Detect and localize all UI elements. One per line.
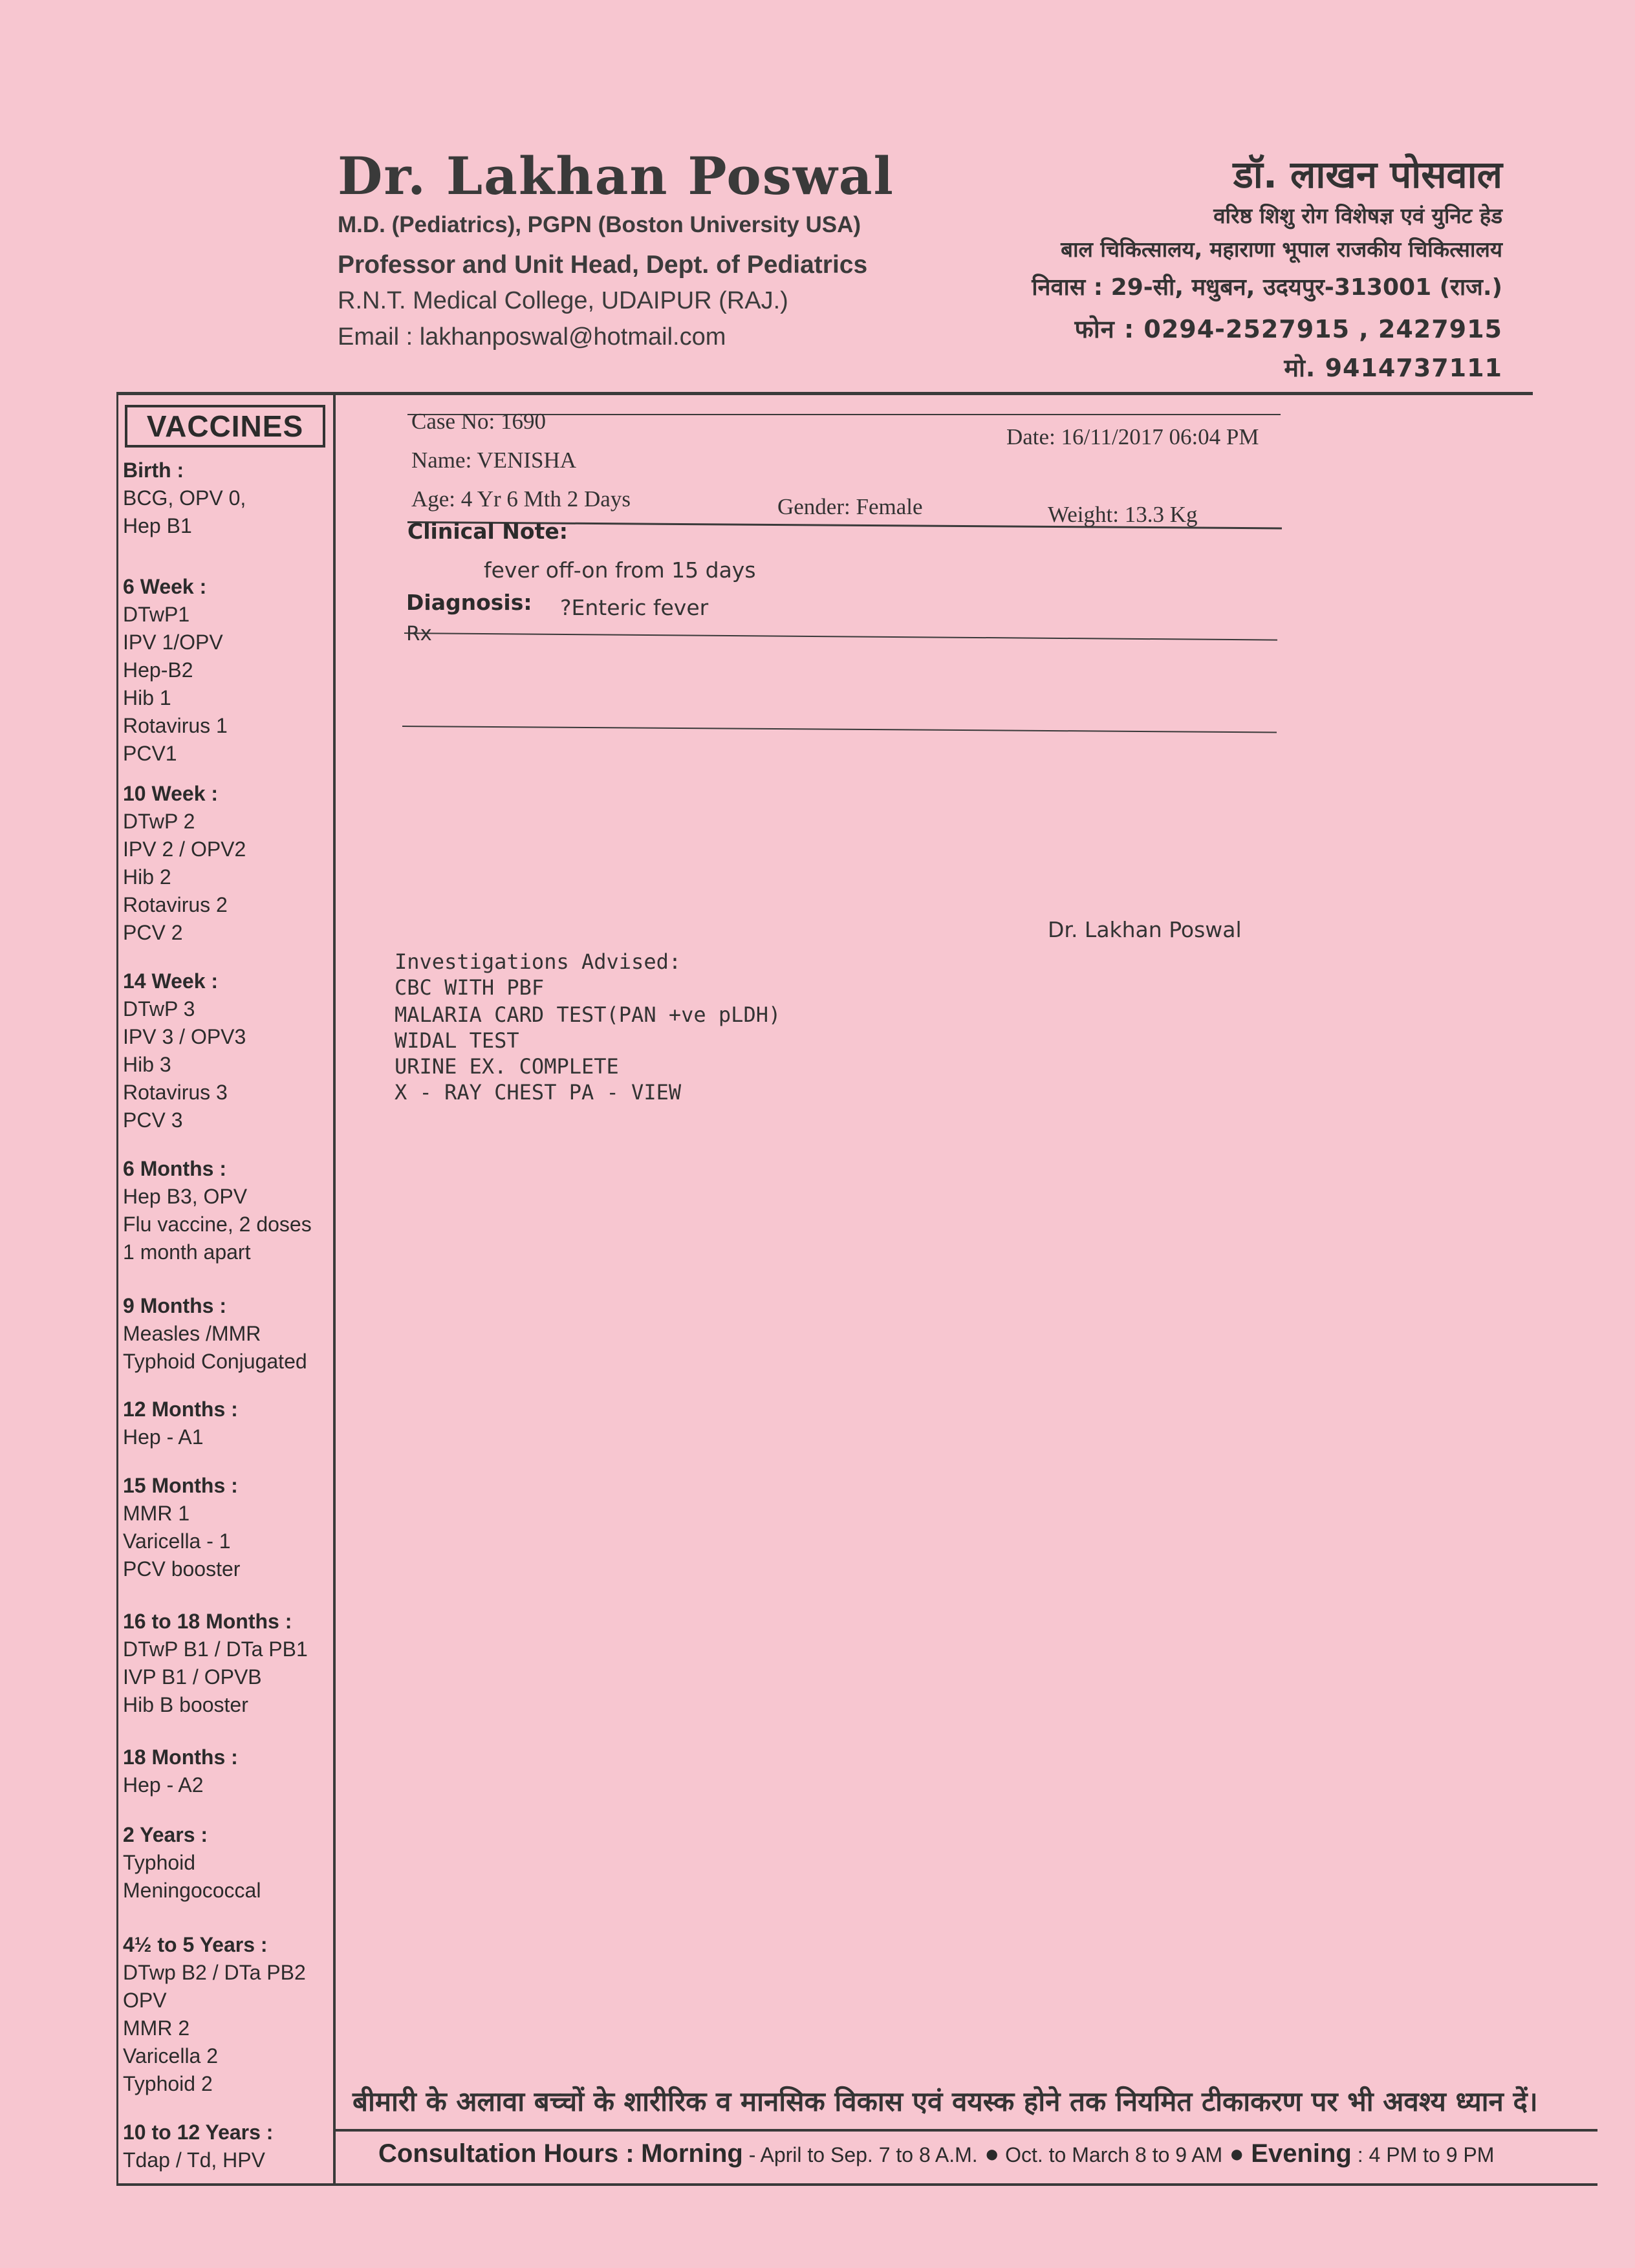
- vaccine-item: Tdap / Td, HPV: [123, 2148, 265, 2172]
- footer-hindi-note: बीमारी के अलावा बच्चों के शारीरिक व मानसिक विकास एवं वयस्क होने तक नियमित टीकाकरण पर भी अवश्य ध्यान दें।: [352, 2086, 1538, 2117]
- doctor-college: R.N.T. Medical College, UDAIPUR (RAJ.): [338, 287, 788, 314]
- vaccine-item: IVP B1 / OPVB: [123, 1665, 262, 1689]
- vaccine-group-heading: Birth :: [123, 459, 184, 482]
- vaccine-item: Flu vaccine, 2 doses: [123, 1213, 312, 1236]
- doctor-name: Dr. Lakhan Poswal: [338, 146, 894, 206]
- vaccine-item: DTwP 2: [123, 810, 195, 833]
- vaccine-item: Hib B booster: [123, 1693, 248, 1716]
- investigation-item: CBC WITH PBF: [395, 975, 545, 1000]
- hindi-doctor-title: वरिष्ठ शिशु रोग विशेषज्ञ एवं युनिट हेड: [1213, 203, 1502, 228]
- patient-gender: Gender: Female: [777, 494, 923, 519]
- signature-name: Dr. Lakhan Poswal: [1048, 917, 1242, 942]
- vaccine-item: PCV booster: [123, 1557, 241, 1581]
- vaccine-group-heading: 10 to 12 Years :: [123, 2121, 274, 2144]
- left-border: [116, 393, 118, 2185]
- doctor-qualification: M.D. (Pediatrics), PGPN (Boston University USA): [338, 212, 861, 237]
- vaccine-group-heading: 4½ to 5 Years :: [123, 1933, 268, 1956]
- vaccine-item: Measles /MMR: [123, 1322, 261, 1345]
- vaccine-item: MMR 1: [123, 1502, 190, 1525]
- vaccine-item: DTwP 3: [123, 997, 195, 1021]
- vaccine-item: Meningococcal: [123, 1879, 261, 1902]
- morning-label: Morning: [641, 2139, 743, 2168]
- vaccine-item: Hib 2: [123, 865, 171, 889]
- vaccine-group-heading: 15 Months :: [123, 1474, 238, 1497]
- investigation-item: WIDAL TEST: [395, 1028, 519, 1053]
- vaccine-group: [123, 573, 336, 768]
- vaccine-item: Hep-B2: [123, 658, 193, 682]
- vaccine-group: [123, 1396, 336, 1451]
- consultation-hours: [378, 2139, 1494, 2168]
- vaccine-item: Varicella - 1: [123, 1529, 231, 1553]
- visit-date: Date: 16/11/2017 06:04 PM: [1006, 424, 1259, 449]
- vaccine-group-heading: 2 Years :: [123, 1823, 208, 1846]
- vaccine-item: PCV 2: [123, 921, 183, 944]
- diagnosis-underline: [404, 632, 1277, 641]
- vaccine-item: Rotavirus 1: [123, 714, 228, 737]
- vaccine-group: [123, 1155, 336, 1266]
- vaccine-item: DTwp B2 / DTa PB2: [123, 1961, 306, 1984]
- vaccine-item: DTwP1: [123, 603, 190, 626]
- diagnosis-text: ?Enteric fever: [560, 595, 709, 620]
- vaccine-group: [123, 1931, 336, 2098]
- hindi-mobile: मो. 9414737111: [1284, 354, 1502, 382]
- vaccine-item: Rotavirus 3: [123, 1081, 228, 1104]
- rx-label: Rx: [406, 622, 432, 645]
- vaccine-item: Hib 1: [123, 686, 171, 709]
- vaccine-item: BCG, OPV 0,: [123, 486, 246, 510]
- diagnosis-label: Diagnosis:: [406, 590, 532, 615]
- footer-top-divider: [333, 2129, 1597, 2132]
- vaccine-group-heading: 6 Week :: [123, 575, 207, 598]
- vaccine-item: PCV 3: [123, 1108, 183, 1132]
- case-number: Case No: 1690: [411, 409, 547, 434]
- investigation-item: X - RAY CHEST PA - VIEW: [395, 1080, 682, 1105]
- vaccine-item: Hib 3: [123, 1053, 171, 1076]
- vaccine-item: Rotavirus 2: [123, 893, 228, 916]
- hindi-doctor-name: डॉ. लाखन पोसवाल: [1233, 153, 1502, 197]
- vaccine-item: Varicella 2: [123, 2044, 219, 2068]
- vaccine-item: Hep - A1: [123, 1425, 204, 1449]
- patient-name: Name: VENISHA: [411, 448, 577, 473]
- vaccine-group-heading: 6 Months :: [123, 1157, 226, 1180]
- vaccine-group-heading: 10 Week :: [123, 782, 219, 805]
- vaccine-group: [123, 780, 336, 947]
- bullet: ●: [1229, 2141, 1244, 2168]
- vaccine-item: Typhoid Conjugated: [123, 1350, 307, 1373]
- vaccine-item: MMR 2: [123, 2016, 190, 2040]
- vaccine-group-heading: 12 Months :: [123, 1398, 238, 1421]
- clinical-note-text: fever off-on from 15 days: [484, 557, 756, 583]
- hindi-address: निवास : 29-सी, मधुबन, उदयपुर-313001 (राज.): [1032, 274, 1502, 301]
- hours-label: Consultation Hours :: [378, 2139, 634, 2168]
- vaccine-group: [123, 1608, 336, 1719]
- vaccine-group: [123, 1292, 336, 1376]
- doctor-email: Email : lakhanposwal@hotmail.com: [338, 323, 726, 351]
- footer-bottom-divider: [116, 2183, 1597, 2186]
- vaccine-item: Hep B1: [123, 514, 192, 537]
- bullet: ●: [984, 2141, 1000, 2168]
- vaccine-item: Typhoid: [123, 1851, 196, 1874]
- hindi-hospital: बाल चिकित्सालय, महाराणा भूपाल राजकीय चिकित्सालय: [1061, 237, 1502, 262]
- evening-hours: : 4 PM to 9 PM: [1351, 2143, 1495, 2166]
- vaccine-item: DTwP B1 / DTa PB1: [123, 1637, 308, 1661]
- vaccine-group: [123, 457, 336, 540]
- vaccine-item: IPV 1/OPV: [123, 631, 223, 654]
- evening-label: Evening: [1251, 2139, 1352, 2168]
- clinical-note-label: Clinical Note:: [407, 519, 568, 544]
- doctor-position: Professor and Unit Head, Dept. of Pediatrics: [338, 251, 868, 279]
- morning-hours-summer: - April to Sep. 7 to 8 A.M.: [742, 2143, 978, 2166]
- vaccine-item: 1 month apart: [123, 1240, 251, 1264]
- investigation-item: MALARIA CARD TEST(PAN +ve pLDH): [395, 1002, 781, 1027]
- vaccine-group-heading: 16 to 18 Months :: [123, 1610, 292, 1633]
- vaccine-item: IPV 3 / OPV3: [123, 1025, 246, 1048]
- vaccine-group-heading: 18 Months :: [123, 1745, 238, 1769]
- vaccine-item: IPV 2 / OPV2: [123, 837, 246, 861]
- investigation-item: URINE EX. COMPLETE: [395, 1054, 619, 1079]
- vaccine-group: [123, 1472, 336, 1583]
- vaccine-item: Hep B3, OPV: [123, 1185, 248, 1208]
- vaccine-group: [123, 1744, 336, 1799]
- patient-age: Age: 4 Yr 6 Mth 2 Days: [411, 486, 631, 512]
- rx-underline: [402, 726, 1277, 733]
- vaccine-item: PCV1: [123, 742, 177, 765]
- vaccine-item: Typhoid 2: [123, 2072, 213, 2095]
- patient-weight: Weight: 13.3 Kg: [1048, 502, 1198, 527]
- vaccines-title: VACCINES: [125, 405, 325, 448]
- vaccine-group: [123, 967, 336, 1134]
- morning-hours-winter: Oct. to March 8 to 9 AM: [999, 2143, 1223, 2166]
- vaccine-group-heading: 14 Week :: [123, 969, 219, 993]
- investigations-heading: Investigations Advised:: [395, 949, 682, 974]
- vaccine-group: [123, 2119, 336, 2174]
- vaccine-group: [123, 1821, 336, 1905]
- vaccine-item: OPV: [123, 1989, 167, 2012]
- vaccine-group-heading: 9 Months :: [123, 1294, 226, 1317]
- hindi-phone: फोन : 0294-2527915 , 2427915: [1074, 315, 1502, 343]
- vaccine-item: Hep - A2: [123, 1773, 204, 1797]
- header-divider: [116, 392, 1533, 395]
